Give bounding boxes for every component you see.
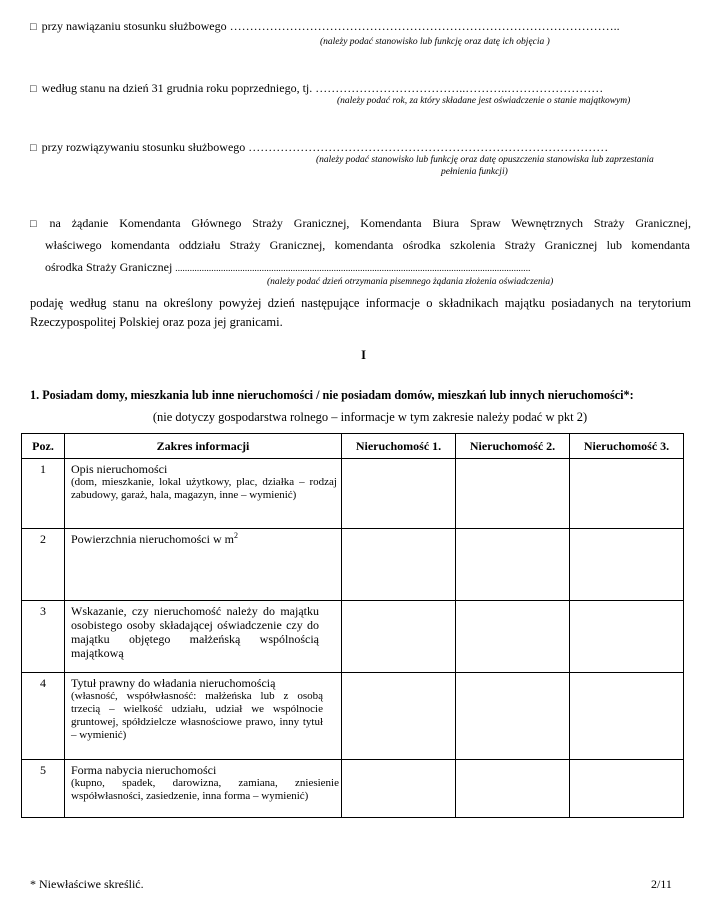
option-request-line-1	[30, 216, 691, 231]
cell-property-2[interactable]	[456, 673, 570, 760]
cell-property-2[interactable]	[456, 459, 570, 529]
unit-superscript: 2	[233, 531, 238, 540]
row-description	[65, 459, 342, 529]
row-number: 2	[22, 529, 65, 601]
checkbox-year-end[interactable]: □	[30, 83, 37, 95]
row-number: 1	[22, 459, 65, 529]
row-main-text: Forma nabycia nieruchomości	[71, 763, 217, 777]
row-main-text: Tytuł prawny do władania nieruchomością	[71, 676, 276, 690]
cell-property-3[interactable]	[570, 673, 684, 760]
row-main-label: Powierzchnia nieruchomości w m	[71, 532, 234, 546]
row-detail-text: (dom, mieszkanie, lokal użytkowy, plac, działka – rodzaj zabudowy, garaż, hala, magazyn, inne – wymienić)	[71, 476, 337, 501]
table-row	[22, 529, 684, 601]
cell-property-3[interactable]	[570, 529, 684, 601]
option-termination	[30, 140, 608, 155]
row-number: 3	[22, 601, 65, 673]
row-number: 4	[22, 673, 65, 760]
cell-property-1[interactable]	[342, 529, 456, 601]
table-row	[22, 673, 684, 760]
statement-paragraph: podaję według stanu na określony powyżej dzień następujące informacje o składnikach majątku posiadanych na terytorium Rzeczypospolitej Polskiej oraz poza jej granicami.	[30, 296, 691, 329]
row-detail-text: (kupno, spadek, darowizna, zamiana, zniesienie współwłasności, zasiedzenie, inna forma – wymienić)	[71, 777, 339, 802]
row-description	[65, 760, 342, 818]
option-termination-hint-1: (należy podać stanowisko lub funkcję oraz datę opuszczenia stanowiska lub zaprzestania	[316, 155, 654, 165]
cell-property-2[interactable]	[456, 529, 570, 601]
option-appointment-text: przy nawiązaniu stosunku służbowego ……………………………………………………………………………………..	[41, 19, 620, 33]
header-scope: Zakres informacji	[65, 434, 342, 459]
option-request-dots: ....................................................................................................................................................	[175, 263, 531, 273]
option-termination-hint-2: pełnienia funkcji)	[441, 167, 508, 177]
option-request-hint: (należy podać dzień otrzymania pisemnego żądania złożenia oświadczenia)	[267, 277, 554, 287]
row-main-text	[71, 532, 337, 546]
option-request-text-3: ośrodka Straży Granicznej	[45, 260, 173, 274]
checkbox-request[interactable]: □	[30, 218, 45, 230]
table-row	[22, 601, 684, 673]
option-request-text-1: na żądanie Komendanta Głównego Straży Granicznej, Komendanta Biura Spraw Wewnętrznych Straży Granicznej,	[49, 216, 691, 230]
row-description	[65, 529, 342, 601]
page-number: 2/11	[651, 877, 672, 891]
option-termination-text: przy rozwiązywaniu stosunku służbowego ………………………………………………………………………………	[41, 140, 609, 154]
cell-property-3[interactable]	[570, 601, 684, 673]
header-position: Poz.	[22, 434, 65, 459]
section-1-heading: 1. Posiadam domy, mieszkania lub inne nieruchomości / nie posiadam domów, mieszkań lub innych nieruchomości*:	[30, 388, 634, 402]
row-description	[65, 673, 342, 760]
row-detail-text: (własność, współwłasność: małżeńska lub z osobą trzecią – wielkość udziału, udział we wspólnocie gruntowej, spółdzielcze własnościowe prawo, inny tytuł – wymienić)	[71, 690, 323, 741]
property-table	[21, 433, 684, 818]
cell-property-1[interactable]	[342, 459, 456, 529]
table-row	[22, 459, 684, 529]
table-row	[22, 760, 684, 818]
section-1-note: (nie dotyczy gospodarstwa rolnego – informacje w tym zakresie należy podać w pkt 2)	[152, 410, 588, 424]
row-description	[65, 601, 342, 673]
cell-property-2[interactable]	[456, 760, 570, 818]
option-appointment	[30, 19, 620, 34]
option-year-end-text: według stanu na dzień 31 grudnia roku poprzedniego, tj. ………………………………..………..……………………	[41, 81, 604, 95]
option-appointment-hint: (należy podać stanowisko lub funkcję oraz datę ich objęcia )	[320, 37, 550, 47]
row-main-text: Opis nieruchomości	[71, 462, 168, 476]
cell-property-2[interactable]	[456, 601, 570, 673]
cell-property-3[interactable]	[570, 459, 684, 529]
option-request-line-3	[45, 260, 531, 275]
footer-note: * Niewłaściwe skreślić.	[30, 877, 144, 891]
header-property-2: Nieruchomość 2.	[456, 434, 570, 459]
cell-property-3[interactable]	[570, 760, 684, 818]
row-main-text: Wskazanie, czy nieruchomość należy do majątku osobistego osoby składającej oświadczenie czy do majątku objętego małżeńską wspólnością majątkową	[71, 604, 319, 660]
row-number: 5	[22, 760, 65, 818]
option-year-end-hint: (należy podać rok, za który składane jest oświadczenie o stanie majątkowym)	[337, 96, 631, 106]
header-property-1: Nieruchomość 1.	[342, 434, 456, 459]
table-header-row	[22, 434, 684, 459]
cell-property-1[interactable]	[342, 673, 456, 760]
option-year-end	[30, 81, 603, 96]
option-request-line-2: właściwego komendanta oddziału Straży Granicznej, komendanta ośrodka szkolenia Straży Granicznej lub komendanta	[45, 238, 690, 252]
cell-property-1[interactable]	[342, 760, 456, 818]
cell-property-1[interactable]	[342, 601, 456, 673]
checkbox-termination[interactable]: □	[30, 142, 37, 154]
section-numeral: I	[361, 348, 366, 362]
header-property-3: Nieruchomość 3.	[570, 434, 684, 459]
checkbox-appointment[interactable]: □	[30, 21, 37, 33]
